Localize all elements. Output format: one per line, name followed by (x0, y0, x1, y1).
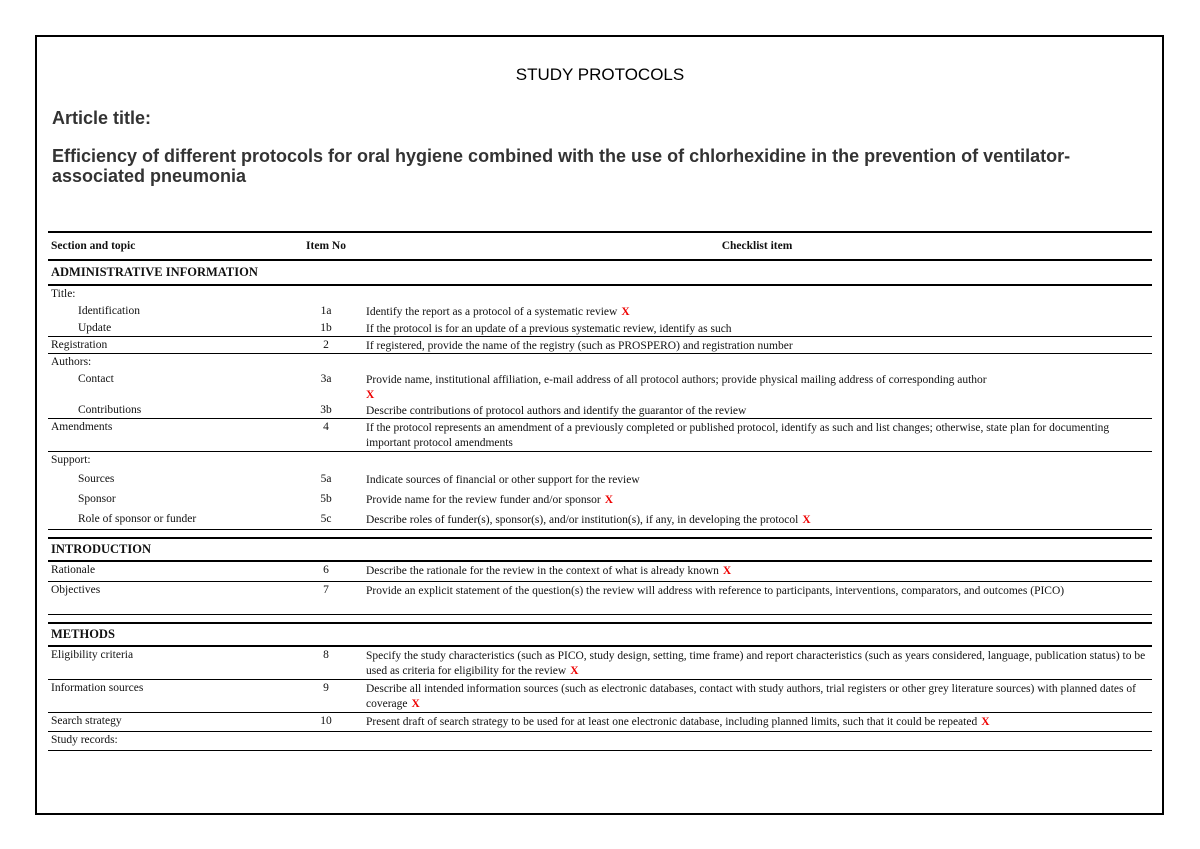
checklist-table (48, 231, 1152, 751)
row-topic: Eligibility criteria (51, 649, 134, 661)
row-text: Identify the report as a protocol of a systematic review X (366, 306, 630, 318)
table-row (48, 371, 1152, 402)
row-text: Provide name for the review funder and/or sponsor X (366, 494, 614, 506)
row-text: Present draft of search strategy to be used for at least one electronic database, including planned limits, such that it could be repeated X (366, 716, 990, 728)
row-text: Provide an explicit statement of the question(s) the review will address with reference to participants, interventions, comparators, and outcomes (PICO) (366, 585, 1065, 597)
x-mark: X (981, 716, 990, 728)
table-row (48, 680, 1152, 713)
table-row (48, 713, 1152, 732)
row-number: 5a (320, 473, 332, 485)
x-mark: X (604, 494, 614, 506)
group-label: Title: (51, 288, 76, 300)
row-number: 6 (323, 564, 329, 576)
row-topic: Contributions (78, 404, 142, 416)
row-topic: Registration (51, 339, 108, 351)
group-study-records (48, 732, 1152, 751)
section-label: METHODS (51, 627, 115, 641)
table-row (48, 647, 1152, 680)
section-methods (48, 622, 1152, 647)
section-introduction (48, 537, 1152, 562)
table-row (48, 303, 1152, 320)
row-number: 5c (320, 513, 332, 525)
row-number: 1a (320, 305, 332, 317)
x-mark: X (722, 565, 732, 577)
x-mark: X (621, 306, 630, 318)
row-number: 1b (320, 322, 332, 334)
row-number: 3a (320, 373, 332, 385)
row-text: If the protocol is for an update of a previous systematic review, identify as such (366, 323, 732, 335)
section-admin (48, 261, 1152, 286)
row-topic: Amendments (51, 421, 113, 433)
row-topic: Identification (78, 305, 140, 317)
x-mark: X (366, 389, 375, 401)
row-text: Describe all intended information sources (such as electronic databases, contact with study authors, trial registers or other grey literature sources) with planned dates of coverage X (366, 683, 1136, 710)
row-number: 9 (323, 682, 329, 694)
row-topic: Contact (78, 373, 114, 385)
row-text: Indicate sources of financial or other support for the review (366, 474, 640, 486)
table-row (48, 402, 1152, 419)
row-number: 8 (323, 649, 329, 661)
section-label: INTRODUCTION (51, 542, 152, 556)
table-row (48, 419, 1152, 452)
page-title: STUDY PROTOCOLS (515, 65, 685, 84)
table-row (48, 582, 1152, 615)
row-topic: Sources (78, 473, 115, 485)
section-label: ADMINISTRATIVE INFORMATION (51, 265, 258, 279)
row-topic: Update (78, 322, 112, 334)
table-row (48, 562, 1152, 582)
row-topic: Objectives (51, 584, 101, 596)
table-row (48, 511, 1152, 530)
group-label: Support: (51, 454, 91, 466)
article-title: Efficiency of different protocols for oral hygiene combined with the use of chlorhexidine in the prevention of ventilator-associated pneumonia (52, 146, 1071, 186)
row-text: Specify the study characteristics (such as PICO, study design, setting, time frame) and report characteristics (such as years considered, language, publication status) to be used as criteria for eligibility for the review X (366, 650, 1146, 677)
col-item-no: Item No (306, 240, 346, 252)
col-section-topic: Section and topic (51, 240, 136, 252)
row-text: If the protocol represents an amendment of a previously completed or published protocol, identify as such and list changes; otherwise, state plan for documenting important protocol amendments (366, 422, 1110, 449)
row-number: 5b (320, 493, 332, 505)
row-topic: Search strategy (51, 715, 122, 727)
group-support (48, 452, 1152, 471)
row-topic: Role of sponsor or funder (78, 513, 197, 525)
spacer (48, 615, 1152, 622)
x-mark: X (802, 514, 811, 526)
x-mark: X (411, 698, 420, 710)
row-topic: Sponsor (78, 493, 116, 505)
col-checklist-item: Checklist item (721, 239, 793, 252)
row-text: Describe roles of funder(s), sponsor(s), and/or institution(s), if any, in developing the protocol X (366, 514, 811, 526)
row-topic: Rationale (51, 564, 96, 576)
row-number: 7 (323, 584, 329, 596)
row-text: Describe contributions of protocol authors and identify the guarantor of the review (366, 405, 747, 417)
row-number: 3b (320, 404, 332, 416)
table-row (48, 491, 1152, 511)
x-mark: X (570, 665, 579, 677)
group-authors (48, 354, 1152, 371)
row-text: If registered, provide the name of the registry (such as PROSPERO) and registration number (366, 340, 793, 352)
group-title (48, 286, 1152, 303)
spacer (48, 530, 1152, 537)
table-header (48, 231, 1152, 261)
row-text: Provide name, institutional affiliation, e-mail address of all protocol authors; provide physical mailing address of corresponding author X (366, 374, 987, 401)
group-label: Study records: (51, 734, 118, 746)
table-row (48, 337, 1152, 354)
row-number: 4 (323, 421, 329, 433)
row-number: 2 (323, 339, 329, 351)
table-row (48, 471, 1152, 491)
row-text: Describe the rationale for the review in the context of what is already known X (366, 565, 732, 577)
article-title-label: Article title: (52, 108, 152, 128)
row-topic: Information sources (51, 682, 144, 694)
row-number: 10 (320, 715, 332, 727)
table-row (48, 320, 1152, 337)
group-label: Authors: (51, 356, 92, 368)
